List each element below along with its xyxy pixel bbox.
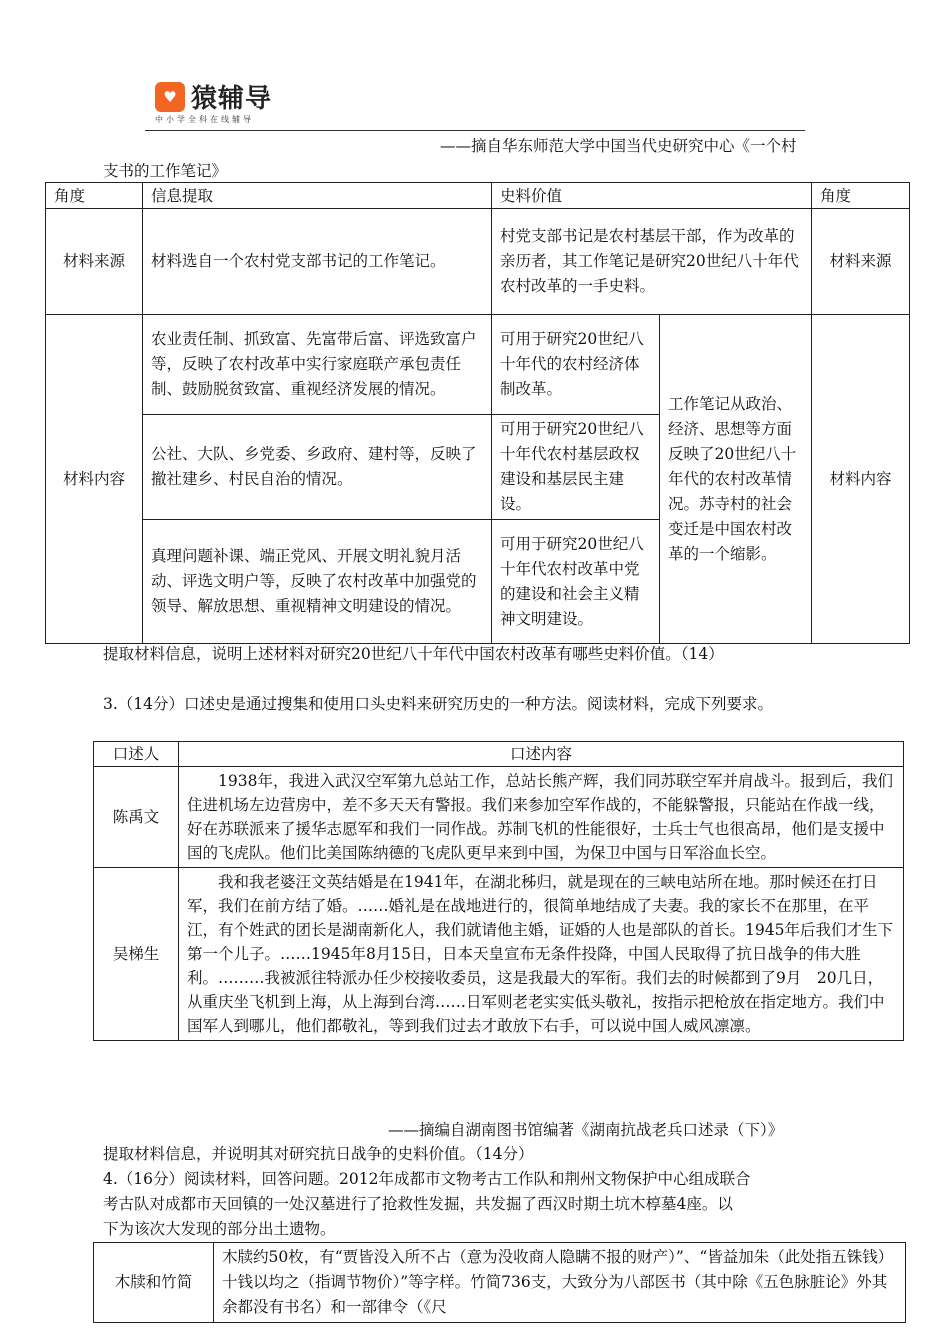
question-4-intro-line1: 4.（16分）阅读材料，回答问题。2012年成都市文物考古工作队和荆州文物保护中心组成联合 [103,1170,751,1188]
header-content: 口述内容 [179,742,904,767]
header-speaker: 口述人 [94,742,179,767]
source-citation-line2: 支书的工作笔记》 [103,162,228,180]
oral-history-table [93,741,904,1041]
source-citation-line1: ——摘自华东师范大学中国当代史研究中心《一个村 [440,137,797,155]
header-angle: 角度 [46,183,143,209]
info-cell: 农业责任制、抓致富、先富带后富、评选致富户等，反映了农村改革中实行家庭联产承包责任制、鼓励脱贫致富、重视经济发展的情况。 [143,315,492,415]
question-2-prompt: 提取材料信息，说明上述材料对研究20世纪八十年代中国农村改革有哪些史料价值。（14） [103,645,724,663]
row-label: 材料内容 [46,315,143,644]
info-cell: 公社、大队、乡党委、乡政府、建村等，反映了撤社建乡、村民自治的情况。 [143,415,492,520]
header-info: 信息提取 [143,183,492,209]
value-cell: 可用于研究20世纪八十年代农村改革中党的建设和社会主义精神文明建设。 [492,520,660,644]
logo-tagline: 中小学全科在线辅导 [155,115,254,124]
logo-mark [155,82,185,112]
value-cell: 村党支部书记是农村基层干部，作为改革的亲历者，其工作笔记是研究20世纪八十年代农村改革的一手史料。 [492,209,812,315]
logo-name: 猿辅导 [191,84,273,114]
question-4-intro-line2: 考古队对成都市天回镇的一处汉墓进行了抢救性发掘，共发掘了西汉时期土坑木椁墓4座。以 [103,1195,733,1213]
table-header-row [94,742,904,767]
summary-cell: 工作笔记从政治、经济、思想等方面反映了20世纪八十年代的农村改革情况。苏寺村的社会变迁是中国农村改革的一个缩影。 [660,315,812,644]
question-4-intro-line3: 下为该次大发现的部分出土遗物。 [103,1220,336,1238]
artifact-label: 木牍和竹简 [94,1243,214,1323]
artifacts-table [93,1242,906,1323]
row-label: 材料来源 [46,209,143,315]
question-3-prompt: 提取材料信息，并说明其对研究抗日战争的史料价值。（14分） [103,1145,534,1163]
value-cell: 可用于研究20世纪八十年代农村基层政权建设和基层民主建设。 [492,415,660,520]
table-row [94,767,904,868]
row-label-right: 材料来源 [812,209,910,315]
table-row [94,1243,906,1323]
question-3-source: ——摘编自湖南图书馆编著《湖南抗战老兵口述录（下）》 [388,1121,784,1139]
header-angle-right: 角度 [812,183,910,209]
content-cell: 1938年，我进入武汉空军第九总站工作，总站长熊产辉，我们同苏联空军并肩战斗。报到后，我们住进机场左边营房中，差不多天天有警报。我们来参加空军作战的，不能躲警报，只能站在作战一线，好在苏联派来了援华志愿军和我们一同作战。苏制飞机的性能很好，士兵士气也很高昂，他们是支援中国的飞虎队。他们比美国陈纳德的飞虎队更早来到中国，为保卫中国与日军浴血长空。 [179,767,904,868]
heart-icon: ♥ [163,88,177,106]
artifact-content: 木牍约50枚，有“贾皆没入所不占（意为没收商人隐瞒不报的财产）”、“皆益加朱（此处指五铢钱）十钱以均之（指调节物价）”等字样。竹简736支，大致分为八部医书（其中除《五色脉脏论》外其余都没有书名）和一部律令（《尺 [214,1243,906,1323]
value-cell: 可用于研究20世纪八十年代的农村经济体制改革。 [492,315,660,415]
header-rule [145,130,805,131]
brand-logo [155,80,355,128]
table-row [46,209,910,315]
info-cell: 真理问题补课、端正党风、开展文明礼貌月活动、评选文明户等，反映了农村改革中加强党的领导、解放思想、重视精神文明建设的情况。 [143,520,492,644]
speaker-cell: 吴梯生 [94,868,179,1041]
header-value: 史料价值 [492,183,812,209]
speaker-cell: 陈禹文 [94,767,179,868]
table-row [46,315,910,415]
analysis-table [45,182,910,644]
question-3-intro: 3.（14分）口述史是通过搜集和使用口头史料来研究历史的一种方法。阅读材料，完成下列要求。 [103,695,774,713]
info-cell: 材料选自一个农村党支部书记的工作笔记。 [143,209,492,315]
row-label-right: 材料内容 [812,315,910,644]
content-cell: 我和我老婆汪文英结婚是在1941年，在湖北秭归，就是现在的三峡电站所在地。那时候还在打日军，我们在前方结了婚。……婚礼是在战地进行的，很简单地结成了夫妻。我的家长不在那里，在平江，有个姓武的团长是湖南新化人，我们就请他主婚，证婚的人也是部队的首长。1945年后我们才生下第一个儿子。……1945年8月15日，日本天皇宣布无条件投降，中国人民取得了抗日战争的伟大胜利。………我被派往特派办任少校接收委员，这是我最大的军衔。我们去的时候都到了9月 20几日，从重庆坐飞机到上海，从上海到台湾……日军则老老实实低头敬礼，按指示把枪放在指定地方。我们中国军人到哪儿，他们都敬礼，等到我们过去才敢放下右手，可以说中国人威风凛凛。 [179,868,904,1041]
table-row [94,868,904,1041]
table-header-row [46,183,910,209]
